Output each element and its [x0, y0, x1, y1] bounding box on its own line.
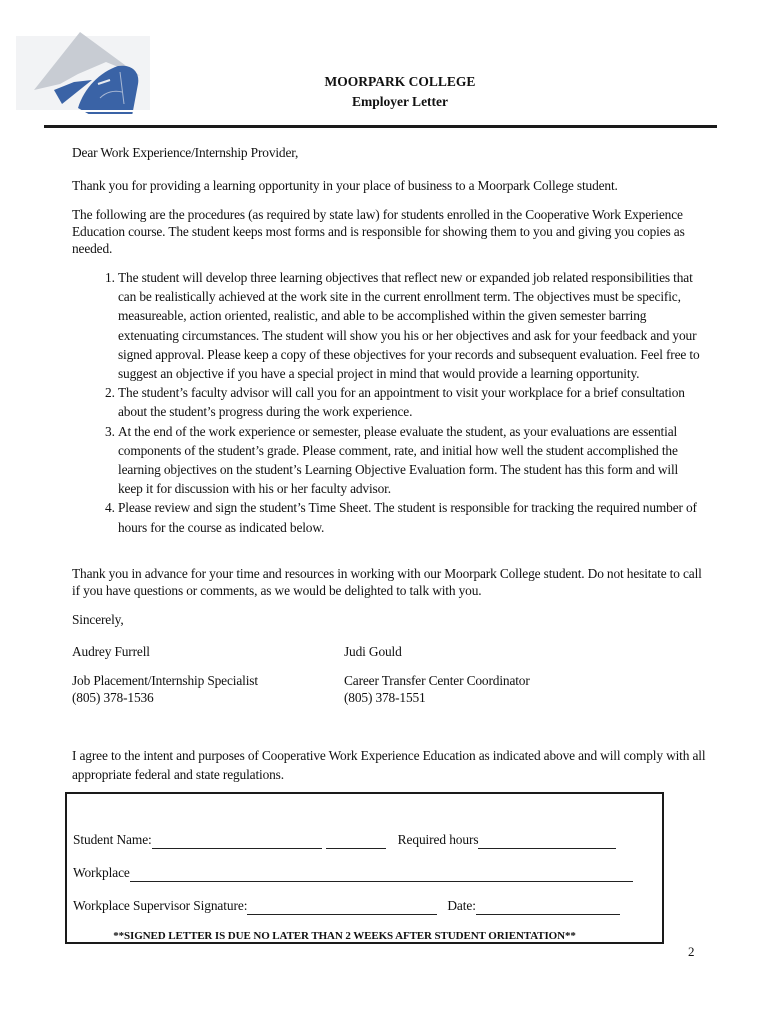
workplace-label: Workplace [73, 865, 130, 880]
signatory-name: Judi Gould [344, 644, 402, 659]
required-hours-label: Required hours [397, 832, 479, 847]
supervisor-signature-label: Workplace Supervisor Signature: [73, 898, 248, 913]
procedure-item-2: 2. The student’s faculty advisor will call you for an appointment to visit your workplace for a brief consultation about the student’s progress during the work experience. [118, 383, 700, 421]
signatory-name: Audrey Furrell [72, 644, 150, 659]
required-hours-field[interactable] [478, 834, 616, 849]
institution-name: MOORPARK COLLEGE [324, 74, 476, 89]
supervisor-signature-field[interactable] [247, 900, 437, 915]
signatory-2 [344, 643, 530, 706]
signatory-phone: (805) 378-1536 [72, 690, 154, 705]
document-title: Employer Letter [351, 94, 449, 109]
salutation: Dear Work Experience/Internship Provider, [72, 145, 299, 160]
date-field[interactable] [476, 900, 620, 915]
moorpark-college-logo [14, 28, 154, 114]
logo-graphic-icon [14, 28, 154, 114]
procedures-list [72, 268, 700, 537]
agreement-statement: I agree to the intent and purposes of Cooperative Work Experience Education as indicated above and will comply with all appropriate federal and state regulations. [72, 748, 706, 782]
student-name-field[interactable] [152, 834, 322, 849]
student-name-row [73, 831, 616, 849]
student-name-label: Student Name: [73, 832, 152, 847]
signatory-title: Career Transfer Center Coordinator [344, 673, 530, 688]
signatory-title: Job Placement/Internship Specialist [72, 673, 258, 688]
student-id-field[interactable] [326, 834, 386, 849]
signatory-phone: (805) 378-1551 [344, 690, 426, 705]
signature-form [65, 792, 664, 944]
document-header [290, 72, 510, 112]
procedure-item-4: 4. Please review and sign the student’s Time Sheet. The student is responsible for tracking the required number of hours for the course as indicated below. [118, 498, 700, 536]
signoff: Sincerely, [72, 612, 124, 627]
procedure-item-1: 1. The student will develop three learning objectives that reflect new or expanded job related responsibilities that can be realistically achieved at the work site in the current enrollment term. The objectives must be specific, measureable, action oriented, realistic, and able to be accomplished within the given semester barring extenuating circumstances. The student will show you his or her objectives and ask for your feedback and your signed approval. Please keep a copy of these objectives for your records and subsequent evaluation. Feel free to suggest an objective if you have a special project in mind that would provide a learning opportunity. [118, 268, 700, 383]
supervisor-signature-row [73, 897, 620, 915]
header-divider [44, 125, 717, 128]
procedure-item-3: 3. At the end of the work experience or semester, please evaluate the student, as your evaluations are essential components of the student’s grade. Please comment, rate, and initial how well the student accomplished the learning objectives on the student’s Learning Objective Evaluation form. The student has this form and will keep it for discussion with his or her faculty advisor. [118, 422, 700, 499]
date-label: Date: [447, 898, 476, 913]
page-number: 2 [688, 944, 695, 959]
workplace-field[interactable] [130, 867, 633, 882]
signatory-1 [72, 643, 258, 706]
due-date-notice: **SIGNED LETTER IS DUE NO LATER THAN 2 WEEKS AFTER STUDENT ORIENTATION** [113, 930, 576, 942]
closing-paragraph: Thank you in advance for your time and resources in working with our Moorpark College student. Do not hesitate to call if you have questions or comments, as we would be delighted to talk with you. [72, 566, 702, 598]
intro-paragraph: Thank you for providing a learning opportunity in your place of business to a Moorpark College student. [72, 178, 618, 193]
workplace-row [73, 864, 633, 882]
procedures-intro-paragraph: The following are the procedures (as required by state law) for students enrolled in the Cooperative Work Experience Education course. The student keeps most forms and is responsible for showing them to you and giving you copies as needed. [72, 207, 685, 256]
